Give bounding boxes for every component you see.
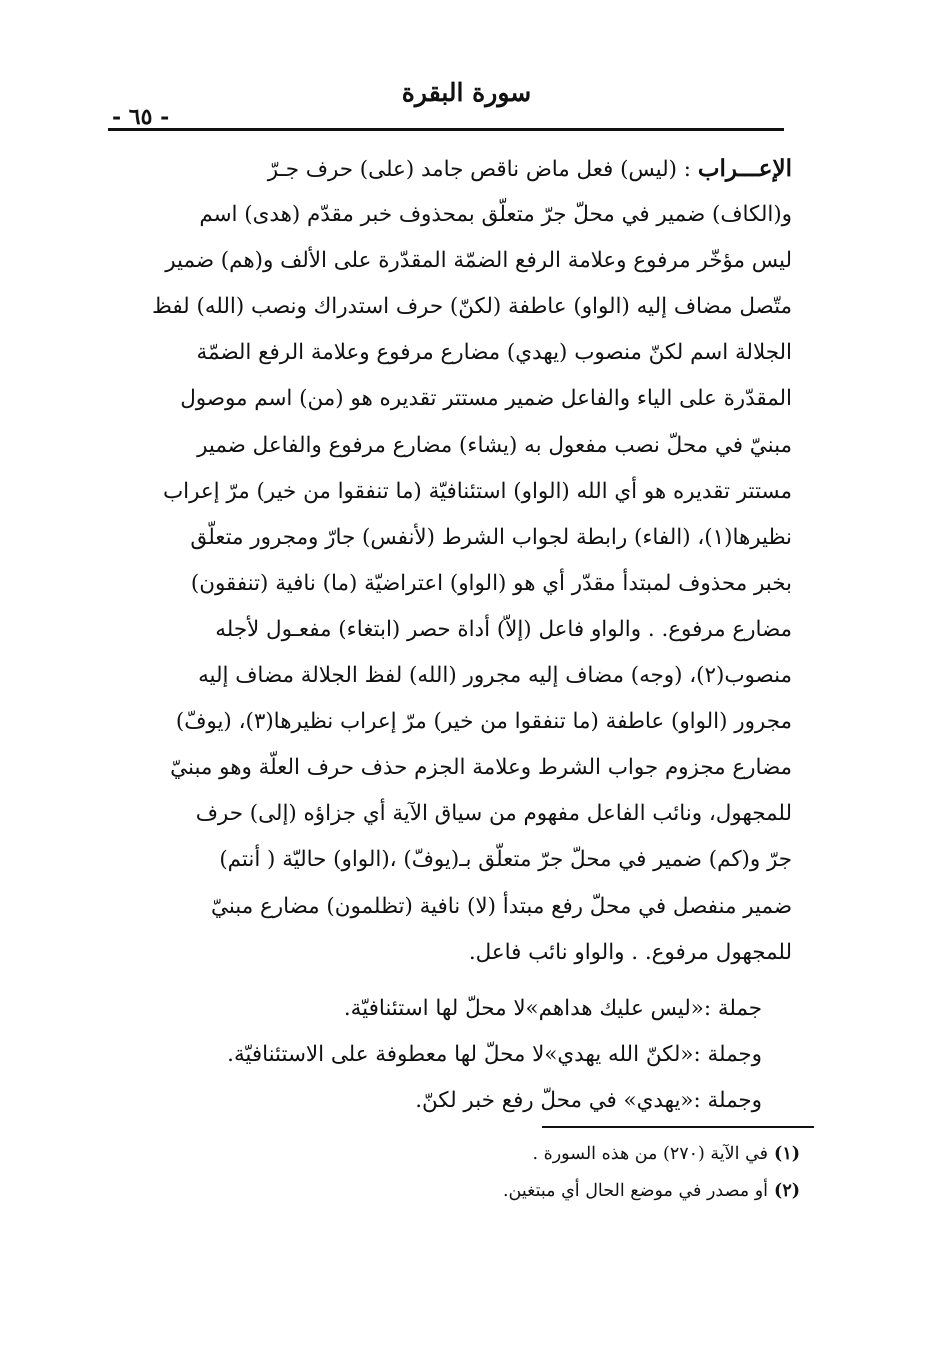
body-line: مبنيّ في محلّ نصب مفعول به (يشاء) مضارع مرفوع والفاعل ضمير bbox=[197, 432, 792, 458]
running-title: سورة البقرة bbox=[401, 78, 532, 107]
footnote-text: أو مصدر في موضع الحال أي مبتغين. bbox=[502, 1181, 769, 1201]
body-line: بخبر محذوف لمبتدأ مقدّر أي هو (الواو) اعتراضيّة (ما) نافية (تنفقون) bbox=[190, 570, 792, 596]
body-line: ضمير منفصل في محلّ رفع مبتدأ (لا) نافية (تظلمون) مضارع مبنيّ bbox=[211, 893, 792, 919]
sentence-item: وجملة :«لكنّ الله يهدي»لا محلّ لها معطوفة على الاستئنافيّة. bbox=[227, 1042, 762, 1067]
body-line: المقدّرة على الياء والفاعل ضمير مستتر تقديره هو (من) اسم موصول bbox=[180, 386, 792, 412]
sentence-item: جملة :«ليس عليك هداهم»لا محلّ لها استئنافيّة. bbox=[343, 996, 762, 1021]
footnote-text: في الآية (٢٧٠) من هذه السورة . bbox=[532, 1144, 769, 1164]
irab-label: الإعـــراب bbox=[697, 155, 792, 182]
irab-paragraph bbox=[112, 146, 792, 976]
body-line: ليس مؤخّر مرفوع وعلامة الرفع الضمّة المقدّرة على الألف و(هم) ضمير bbox=[165, 248, 792, 274]
body-line: للمجهول، ونائب الفاعل مفهوم من سياق الآية أي جزاؤه (إلى) حرف bbox=[195, 801, 792, 827]
body-line: مجرور (الواو) عاطفة (ما تنفقوا من خير) مرّ إعراب نظيرها(٣)، (يوفّ) bbox=[175, 709, 792, 735]
body-line bbox=[112, 146, 792, 192]
body-line-text: : (ليس) فعل ماض ناقص جامد (على) حرف جـرّ bbox=[267, 157, 698, 182]
body-line: و(الكاف) ضمير في محلّ جرّ متعلّق بمحذوف خبر مقدّم (هدى) اسم bbox=[199, 202, 792, 228]
body-line: الجلالة اسم لكنّ منصوب (يهدي) مضارع مرفوع وعلامة الرفع الضمّة bbox=[196, 340, 792, 366]
body-line: مستتر تقديره هو أي الله (الواو) استئنافيّة (ما تنفقوا من خير) مرّ إعراب bbox=[163, 478, 792, 504]
footnote-item bbox=[300, 1136, 800, 1173]
page-number: - ٦٥ - bbox=[112, 104, 170, 130]
sentence-list bbox=[112, 986, 762, 1124]
footnote-number: (٢) bbox=[774, 1181, 800, 1201]
sentence-item: وجملة :«يهدي» في محلّ رفع خبر لكنّ. bbox=[415, 1088, 762, 1113]
body-line: للمجهول مرفوع. . والواو نائب فاعل. bbox=[468, 939, 792, 965]
header-rule bbox=[108, 128, 784, 131]
footnote-item bbox=[300, 1173, 800, 1210]
body-line: مضارع مرفوع. . والواو فاعل (إلاّ) أداة حصر (ابتغاء) مفعـول لأجله bbox=[215, 616, 792, 642]
footnotes bbox=[300, 1136, 800, 1210]
body-line: منصوب(٢)، (وجه) مضاف إليه مجرور (الله) لفظ الجلالة مضاف إليه bbox=[198, 663, 792, 689]
footnote-number: (١) bbox=[774, 1144, 800, 1164]
footnote-rule bbox=[542, 1126, 814, 1128]
body-line: متّصل مضاف إليه (الواو) عاطفة (لكنّ) حرف استدراك ونصب (الله) لفظ bbox=[152, 294, 792, 320]
body-line: جرّ و(كم) ضمير في محلّ جرّ متعلّق بـ(يوفّ) ،(الواو) حاليّة ( أنتم) bbox=[219, 847, 792, 873]
body-line: مضارع مجزوم جواب الشرط وعلامة الجزم حذف حرف العلّة وهو مبنيّ bbox=[170, 755, 792, 781]
body-line: نظيرها(١)، (الفاء) رابطة لجواب الشرط (لأنفس) جارّ ومجرور متعلّق bbox=[190, 524, 792, 550]
